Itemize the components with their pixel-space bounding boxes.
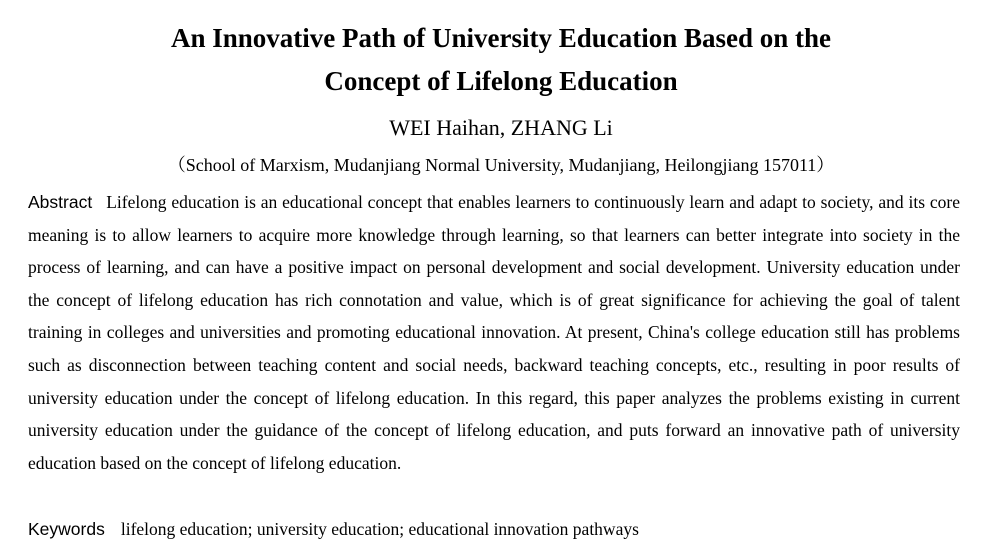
paper-affiliation: （School of Marxism, Mudanjiang Normal University, Mudanjiang, Heilongjiang 157011） (167, 155, 835, 175)
keywords-text: lifelong education; university education; educational innovation pathways (120, 519, 639, 539)
abstract-section (28, 186, 960, 479)
paper-title-line-2: Concept of Lifelong Education (324, 66, 678, 96)
keywords-section (28, 514, 960, 544)
abstract-label: Abstract (28, 192, 93, 212)
abstract-text: Lifelong education is an educational concept that enables learners to continuously learn and adapt to society, and its core meaning is to allow learners to acquire more knowledge through learning, so that learners can better integrate into society in the process of learning, and can have a positive impact on personal development and social development. University education under the concept of lifelong education has rich connotation and value, which is of great significance for achieving the goal of talent training in colleges and universities and promoting educational innovation. At present, China's college education still has problems such as disconnection between teaching content and social needs, backward teaching concepts, etc., resulting in poor results of university education under the concept of lifelong education. In this regard, this paper analyzes the problems existing in current university education under the guidance of the concept of lifelong education, and puts forward an innovative path of university education based on the concept of lifelong education. (28, 192, 960, 473)
paper-title-line-1: An Innovative Path of University Education Based on the (170, 23, 832, 53)
paper-authors: WEI Haihan, ZHANG Li (389, 115, 613, 140)
keywords-label: Keywords (28, 519, 105, 539)
